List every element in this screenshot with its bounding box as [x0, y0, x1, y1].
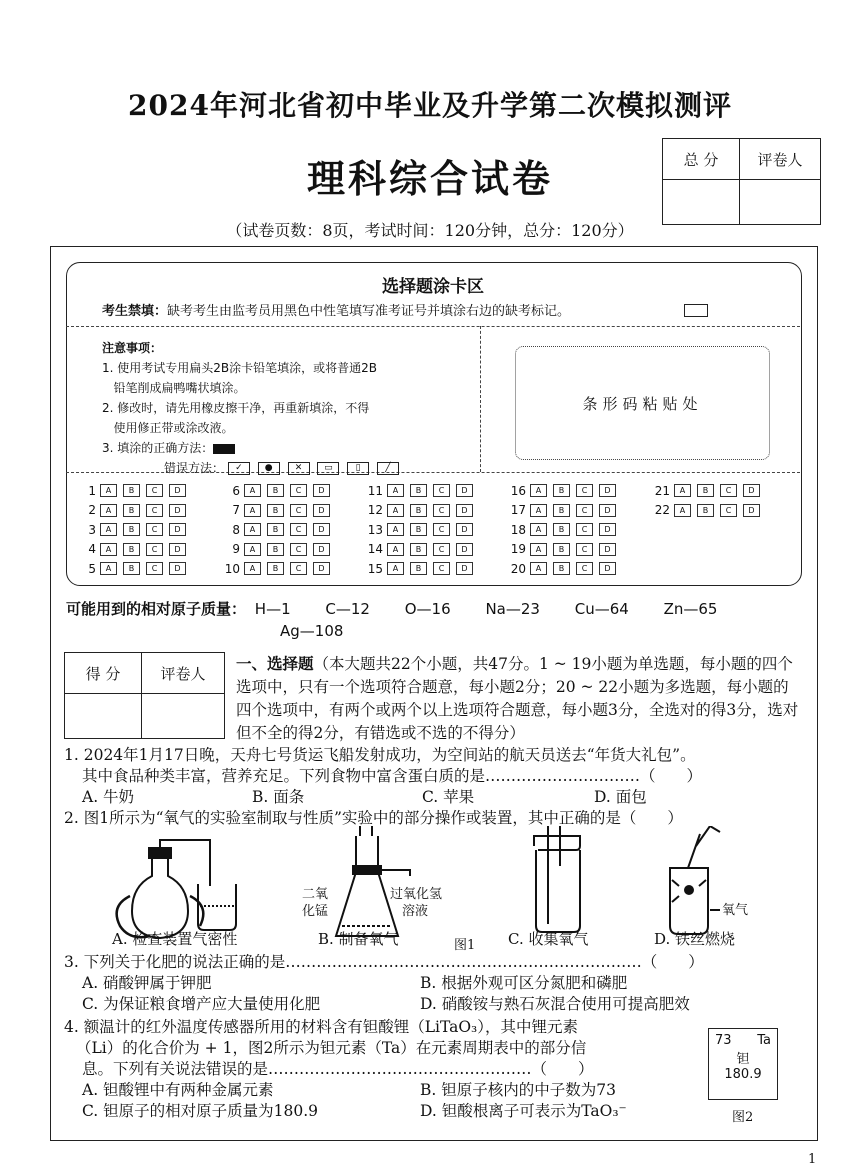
section-instructions: 一、选择题（本大题共22个小题，共47分。1 ~ 19小题为单选题，每小题的四个选项中，只有一个选项符合题意，每小题2分；20 ~ 22小题为多选题，每小题的四个选项中，有两个或两个以上选项符合题意，每小题3分，全选对的得3分，选对但不全的得2分，有错选或不选的不得分） [236, 654, 799, 742]
answer-bubble[interactable]: D [599, 484, 616, 497]
bubble-row [78, 559, 192, 579]
answer-bubble[interactable]: D [599, 543, 616, 556]
answer-bubble[interactable]: C [146, 562, 163, 575]
question-number: 13 [367, 522, 383, 537]
answer-card-title: 选择题涂卡区 [382, 277, 484, 297]
note-line: 铅笔削成扁鸭嘴状填涂。 [102, 381, 246, 395]
answer-bubble[interactable]: B [697, 504, 714, 517]
answer-bubble[interactable]: D [313, 543, 330, 556]
bubble-row [222, 481, 336, 501]
question-number: 10 [224, 561, 240, 576]
caption-d: D. 铁丝燃烧 [654, 930, 736, 948]
answer-bubble[interactable]: A [674, 504, 691, 517]
answer-bubble[interactable]: A [530, 523, 547, 536]
answer-bubble[interactable]: B [553, 543, 570, 556]
answer-bubble[interactable]: D [599, 562, 616, 575]
bubble-row [508, 481, 622, 501]
answer-bubble[interactable]: A [100, 504, 117, 517]
answer-bubble[interactable]: C [290, 543, 307, 556]
answer-bubble[interactable]: D [456, 543, 473, 556]
answer-bubble[interactable]: B [553, 523, 570, 536]
wrong-methods: 错误方法： ✓ ● ✕ ▭ ▯ ╱ [102, 458, 462, 478]
answer-bubble[interactable]: C [146, 504, 163, 517]
answer-bubble[interactable]: B [267, 484, 284, 497]
answer-bubble[interactable]: B [410, 484, 427, 497]
answer-bubble[interactable]: A [387, 484, 404, 497]
question-number: 1 [88, 483, 96, 498]
mno2-label: 二氧 [302, 887, 329, 902]
question-number: 19 [510, 542, 526, 557]
exam-info: （试卷页数：8页，考试时间：120分钟，总分：120分） [226, 221, 634, 240]
answer-bubble[interactable]: C [433, 504, 450, 517]
answer-bubble[interactable]: A [530, 562, 547, 575]
answer-bubble[interactable]: C [146, 543, 163, 556]
figure-c-collection [534, 826, 580, 932]
question-number: 7 [232, 503, 240, 518]
answer-bubble[interactable]: C [576, 543, 593, 556]
answer-bubble[interactable]: A [100, 484, 117, 497]
question-number: 5 [88, 561, 96, 576]
bubble-row [222, 559, 336, 579]
section-heading: 一、选择题 [236, 654, 314, 673]
outline-mark-icon: ▭ [317, 462, 339, 475]
answer-bubble[interactable]: A [530, 504, 547, 517]
question-number: 16 [510, 483, 526, 498]
answer-bubble[interactable]: D [313, 523, 330, 536]
answer-bubble[interactable]: D [169, 504, 186, 517]
question-1: 1. 2024年1月17日晚，天舟七号货运飞船发射成功，为空间站的航天员送去“年货大礼包”。 其中食品种类丰富，营养充足。下列食物中富含蛋白质的是…………………………（ ） A. 牛奶 B. 面条 C. 苹果 D. 面包 [64, 746, 703, 806]
bubble-row [365, 501, 479, 521]
answer-bubble[interactable]: C [146, 484, 163, 497]
answer-bubble[interactable]: B [123, 504, 140, 517]
atomic-label: 可能用到的相对原子质量： [66, 600, 247, 618]
note-line: 使用修正带或涂改液。 [102, 421, 234, 435]
question-number: 8 [232, 522, 240, 537]
bubble-row [222, 520, 336, 540]
figure-b-preparation [336, 826, 410, 936]
answer-bubble[interactable]: C [433, 562, 450, 575]
question-number: 20 [510, 561, 526, 576]
answer-bubble[interactable]: B [697, 484, 714, 497]
answer-bubble[interactable]: D [169, 523, 186, 536]
answer-bubble[interactable]: A [244, 484, 261, 497]
divider-vertical [480, 326, 481, 472]
answer-bubble[interactable]: D [169, 562, 186, 575]
forbid-text: 缺考考生由监考员用黑色中性笔填写准考证号并填涂右边的缺考标记。 [167, 304, 571, 319]
atomic-masses-line2: Ag—108 [280, 622, 344, 640]
question-number: 12 [367, 503, 383, 518]
answer-bubble[interactable]: A [100, 562, 117, 575]
answer-bubble[interactable]: B [123, 543, 140, 556]
question-number: 6 [232, 483, 240, 498]
bubble-row [508, 540, 622, 560]
bubble-row [365, 520, 479, 540]
answer-bubble[interactable]: C [433, 543, 450, 556]
answer-bubble[interactable]: C [576, 562, 593, 575]
bubble-row [78, 520, 192, 540]
answer-bubble[interactable]: B [267, 543, 284, 556]
check-mark-icon: ✓ [228, 462, 250, 475]
svg-text:溶液: 溶液 [402, 904, 429, 919]
answer-bubble[interactable]: B [267, 562, 284, 575]
answer-bubble[interactable]: B [410, 543, 427, 556]
figure-a-airtightness [117, 840, 236, 938]
answer-bubble[interactable]: B [267, 504, 284, 517]
forbid-note [102, 300, 570, 319]
question-3: 3. 下列关于化肥的说法正确的是……………………………………………………………（ ） A. 硝酸钾属于钾肥 B. 根据外观可区分氮肥和磷肥 C. 为保证粮食增产应大量使用化肥 D. 硝酸铵与熟石灰混合使用可提高肥效 [64, 953, 704, 1013]
answer-bubble[interactable]: B [553, 484, 570, 497]
barcode-area [515, 346, 770, 460]
paper-title: 理科综合试卷 [306, 156, 553, 201]
note-line: 1. 使用考试专用扁头2B涂卡铅笔填涂，或将普通2B [102, 361, 377, 375]
answer-bubble[interactable]: A [244, 562, 261, 575]
answer-bubble[interactable]: C [290, 504, 307, 517]
bubble-column [222, 481, 336, 579]
oxygen-label: 氧气 [722, 903, 749, 918]
atomic-masses: 可能用到的相对原子质量： H—1 C—12 O—16 Na—23 Cu—64 Zn—65 [66, 600, 718, 618]
question-number: 2 [88, 503, 96, 518]
bubble-row [652, 481, 766, 501]
bubble-row [365, 559, 479, 579]
element-symbol: Ta [757, 1033, 771, 1048]
answer-bubble[interactable]: B [123, 484, 140, 497]
answer-bubble[interactable]: C [290, 562, 307, 575]
section-score-box: 得 分 评卷人 [64, 652, 225, 739]
question-number: 22 [654, 503, 670, 518]
answer-bubble[interactable]: B [410, 523, 427, 536]
question-number: 9 [232, 542, 240, 557]
bubble-row [78, 481, 192, 501]
answer-bubble[interactable]: C [720, 484, 737, 497]
answer-bubble[interactable]: D [169, 484, 186, 497]
answer-bubble[interactable]: B [410, 504, 427, 517]
cross-mark-icon: ✕ [288, 462, 310, 475]
answer-bubble[interactable]: D [743, 484, 760, 497]
answer-bubble[interactable]: C [146, 523, 163, 536]
answer-bubble[interactable]: D [169, 543, 186, 556]
answer-bubble[interactable]: C [576, 484, 593, 497]
answer-bubble[interactable]: D [743, 504, 760, 517]
question-4: 4. 额温计的红外温度传感器所用的材料含有钽酸锂（LiTaO₃），其中锂元素 （Li）的化合价为 + 1，图2所示为钽元素（Ta）在元素周期表中的部分信 息。下列有关说法错误的是……………………………………………（ ） A. 钽酸锂中有两种金属元素 B. 钽原子核内的中子数为73 C. 钽原子的相对原子质量为180.9 D. 钽酸根离子可表示为TaO₃⁻ [64, 1018, 627, 1120]
bubble-row [508, 520, 622, 540]
bubble-row [365, 540, 479, 560]
bubble-row [78, 540, 192, 560]
bubble-column [78, 481, 192, 579]
answer-bubble[interactable]: C [433, 484, 450, 497]
bubble-column [365, 481, 479, 579]
caption-a: A. 检查装置气密性 [112, 930, 238, 948]
figure-d-iron-burning [670, 826, 720, 934]
question-number: 15 [367, 561, 383, 576]
answer-bubble[interactable]: A [530, 543, 547, 556]
filled-mark-icon [213, 444, 235, 454]
forbid-label: 考生禁填： [102, 304, 168, 319]
answer-bubble[interactable]: D [456, 504, 473, 517]
section-grader-cell[interactable] [142, 694, 225, 739]
bubble-column [508, 481, 622, 579]
page-number: 1 [808, 1152, 817, 1167]
total-score-box [662, 138, 821, 225]
total-score-header: 总 分 [663, 139, 740, 180]
element-cell [708, 1028, 778, 1100]
bubble-row [78, 501, 192, 521]
answer-bubble[interactable]: B [553, 562, 570, 575]
question-number: 4 [88, 542, 96, 557]
answer-bubble[interactable]: D [313, 504, 330, 517]
answer-bubble[interactable]: A [387, 562, 404, 575]
answer-bubble[interactable]: A [387, 543, 404, 556]
atomic-mass: 180.9 [724, 1067, 762, 1082]
barcode-label: 条形码粘贴处 [582, 394, 703, 413]
answer-bubble[interactable]: B [123, 523, 140, 536]
answer-bubble[interactable]: B [123, 562, 140, 575]
answer-bubble[interactable]: A [244, 523, 261, 536]
answer-bubble[interactable]: A [530, 484, 547, 497]
question-number: 11 [367, 483, 383, 498]
bubble-row [508, 501, 622, 521]
answer-bubble[interactable]: A [244, 504, 261, 517]
question-number: 3 [88, 522, 96, 537]
answer-bubble[interactable]: C [290, 484, 307, 497]
figure-1-label: 图1 [454, 938, 476, 953]
answer-bubble[interactable]: A [100, 543, 117, 556]
answer-bubble[interactable]: D [313, 484, 330, 497]
section-score-cell[interactable] [65, 694, 142, 739]
caption-c: C. 收集氧气 [508, 930, 589, 948]
bubble-row [222, 540, 336, 560]
svg-text:化锰: 化锰 [302, 904, 329, 919]
answer-bubble[interactable]: C [720, 504, 737, 517]
bubble-row [652, 501, 766, 521]
figure-2-label: 图2 [732, 1110, 754, 1125]
answer-bubble[interactable]: B [553, 504, 570, 517]
answer-bubble[interactable]: D [456, 484, 473, 497]
slash-mark-icon: ╱ [377, 462, 399, 475]
grader-header: 评卷人 [740, 139, 821, 180]
bubble-row [222, 501, 336, 521]
answer-bubble[interactable]: C [433, 523, 450, 536]
answer-bubble[interactable]: A [244, 543, 261, 556]
answer-bubble[interactable]: A [100, 523, 117, 536]
answer-bubble[interactable]: A [387, 504, 404, 517]
grader-cell[interactable] [740, 180, 821, 225]
bubble-column [652, 481, 766, 520]
total-score-cell[interactable] [663, 180, 740, 225]
answer-bubble[interactable]: D [599, 523, 616, 536]
instructions [102, 338, 462, 478]
exam-title: 2024年河北省初中毕业及升学第二次模拟测评 [128, 89, 732, 122]
notes-title: 注意事项： [102, 341, 163, 355]
answer-bubble[interactable]: D [599, 504, 616, 517]
note-line: 2. 修改时，请先用橡皮擦干净，再重新填涂，不得 [102, 401, 370, 415]
question-number: 14 [367, 542, 383, 557]
bubble-row [508, 559, 622, 579]
answer-bubble[interactable]: A [387, 523, 404, 536]
answer-bubble[interactable]: C [576, 523, 593, 536]
answer-bubble[interactable]: D [456, 523, 473, 536]
question-number: 21 [654, 483, 670, 498]
element-name: 钽 [736, 1052, 750, 1067]
question-number: 17 [510, 503, 526, 518]
question-number: 18 [510, 522, 526, 537]
answer-bubble[interactable]: B [267, 523, 284, 536]
answer-bubble[interactable]: A [674, 484, 691, 497]
h2o2-label: 过氧化氢 [390, 887, 443, 902]
dot-mark-icon: ● [258, 462, 280, 475]
answer-bubble[interactable]: D [456, 562, 473, 575]
atomic-number: 73 [715, 1033, 732, 1048]
correct-method: 3. 填涂的正确方法： [102, 438, 462, 458]
divider-top [66, 326, 800, 327]
caption-b: B. 制备氧气 [318, 930, 399, 948]
answer-bubble[interactable]: C [576, 504, 593, 517]
partial-mark-icon: ▯ [347, 462, 369, 475]
answer-bubble[interactable]: D [313, 562, 330, 575]
bubble-row [365, 481, 479, 501]
absent-mark-box[interactable] [684, 304, 708, 317]
question-2: 2. 图1所示为“氧气的实验室制取与性质”实验中的部分操作或装置，其中正确的是（ ） [64, 809, 683, 827]
answer-bubble[interactable]: B [410, 562, 427, 575]
answer-bubble[interactable]: C [290, 523, 307, 536]
